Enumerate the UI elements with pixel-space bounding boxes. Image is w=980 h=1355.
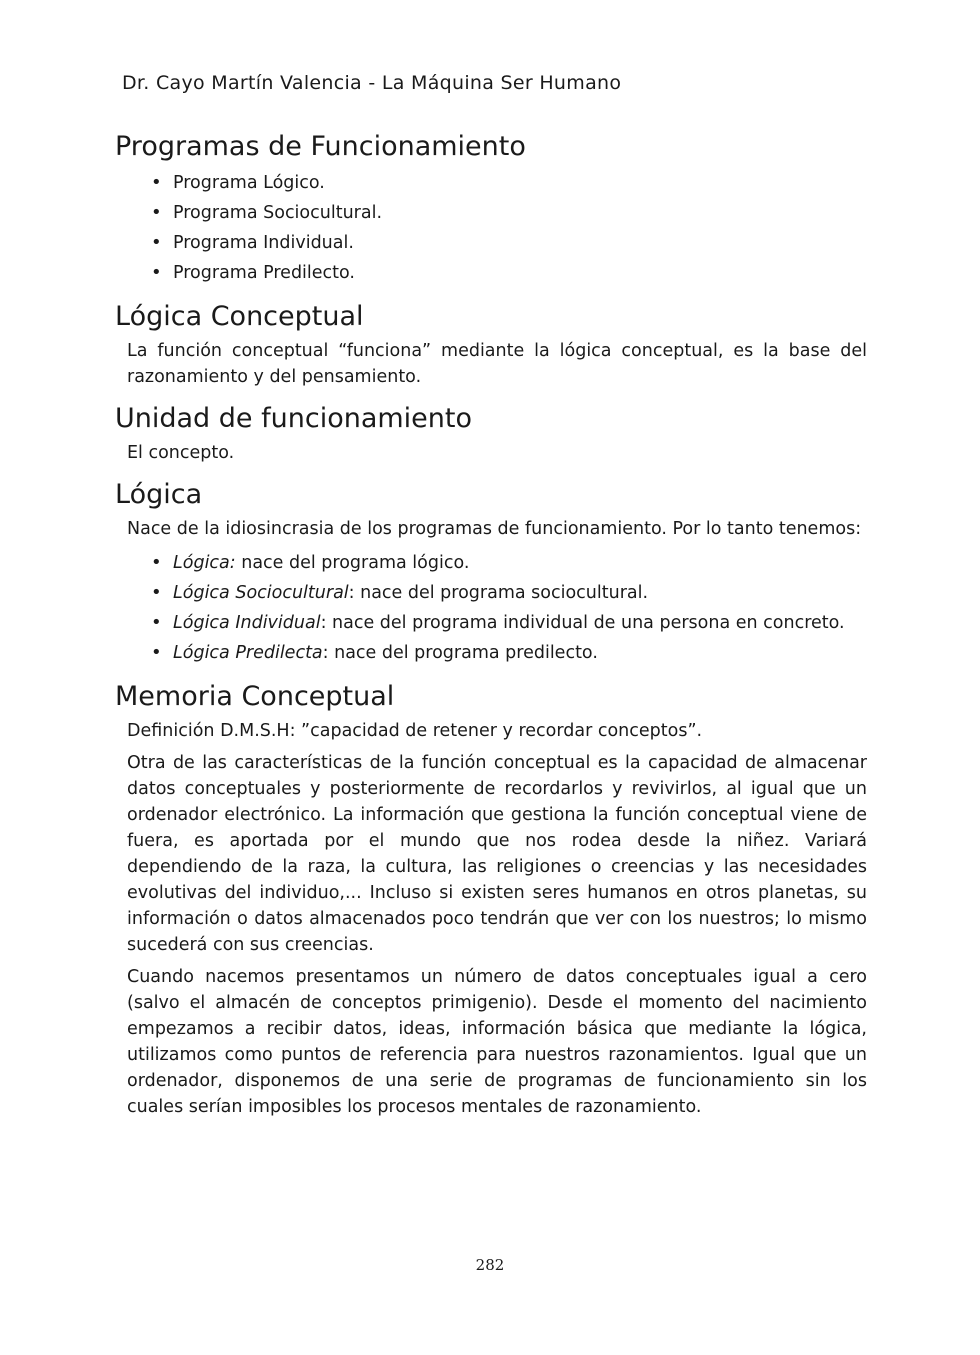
section-logica [115,474,867,668]
page-number: 282 [475,1256,505,1274]
section-logica-conceptual [115,296,867,390]
paragraph: Otra de las características de la función conceptual es la capacidad de almacenar datos conceptuales y posteriormente de recordarlos y revivirlos, al igual que un ordenador electrónico. La información que gestiona la función conceptual viene de fuera, es aportada por el mundo que nos rodea desde la niñez. Variará dependiendo de la raza, la cultura, las religiones o creencias y las necesidades evolutivas del individuo,... Incluso si existen seres humanos en otros planetas, su información o datos almacenados poco tendrán que ver con los nuestros; lo mismo sucederá con sus creencias. [127,753,867,955]
paragraph: Nace de la idiosincrasia de los programas de funcionamiento. Por lo tanto tenemos: [127,519,862,539]
paragraph: Definición D.M.S.H: ”capacidad de retener y recordar conceptos”. [127,721,703,741]
section-heading: Lógica Conceptual [115,301,364,332]
section-heading: Memoria Conceptual [115,681,395,712]
section-unidad [115,398,867,466]
paragraph: La función conceptual “funciona” mediante la lógica conceptual, es la base del razonamiento y del pensamiento. [127,341,867,387]
bullet-list [115,168,867,288]
list-item [173,608,867,638]
section-heading: Programas de Funcionamiento [115,131,526,162]
paragraph: Cuando nacemos presentamos un número de datos conceptuales igual a cero (salvo el almacén de conceptos primigenio). Desde el momento del nacimiento empezamos a recibir datos, ideas, información básica que mediante la lógica, utilizamos como puntos de referencia para nuestros razonamientos. Igual que un ordenador, disponemos de una serie de programas de funcionamiento sin los cuales serían imposibles los procesos mentales de razonamiento. [127,967,867,1117]
list-item [173,548,867,578]
term: Lógica: [173,553,236,573]
term-description: nace del programa lógico. [235,553,470,573]
bullet-list [115,548,867,668]
term: Lógica Sociocultural [173,583,349,603]
term-description: : nace del programa individual de una persona en concreto. [320,613,845,633]
section-memoria [115,676,867,1120]
section-heading: Unidad de funcionamiento [115,403,472,434]
list-item [173,578,867,608]
section-programas [115,126,867,288]
paragraph: El concepto. [127,443,235,463]
list-item: • Programa Predilecto. [173,258,867,288]
list-item [173,638,867,668]
term: Lógica Individual [173,613,321,633]
page-content [115,126,867,1128]
term: Lógica Predilecta [173,643,323,663]
term-description: : nace del programa predilecto. [322,643,598,663]
list-item: • Programa Individual. [173,228,867,258]
section-heading: Lógica [115,479,203,510]
list-item: • Programa Lógico. [173,168,867,198]
running-header: Dr. Cayo Martín Valencia - La Máquina Ser Humano [122,72,622,94]
term-description: : nace del programa sociocultural. [348,583,649,603]
list-item: • Programa Sociocultural. [173,198,867,228]
